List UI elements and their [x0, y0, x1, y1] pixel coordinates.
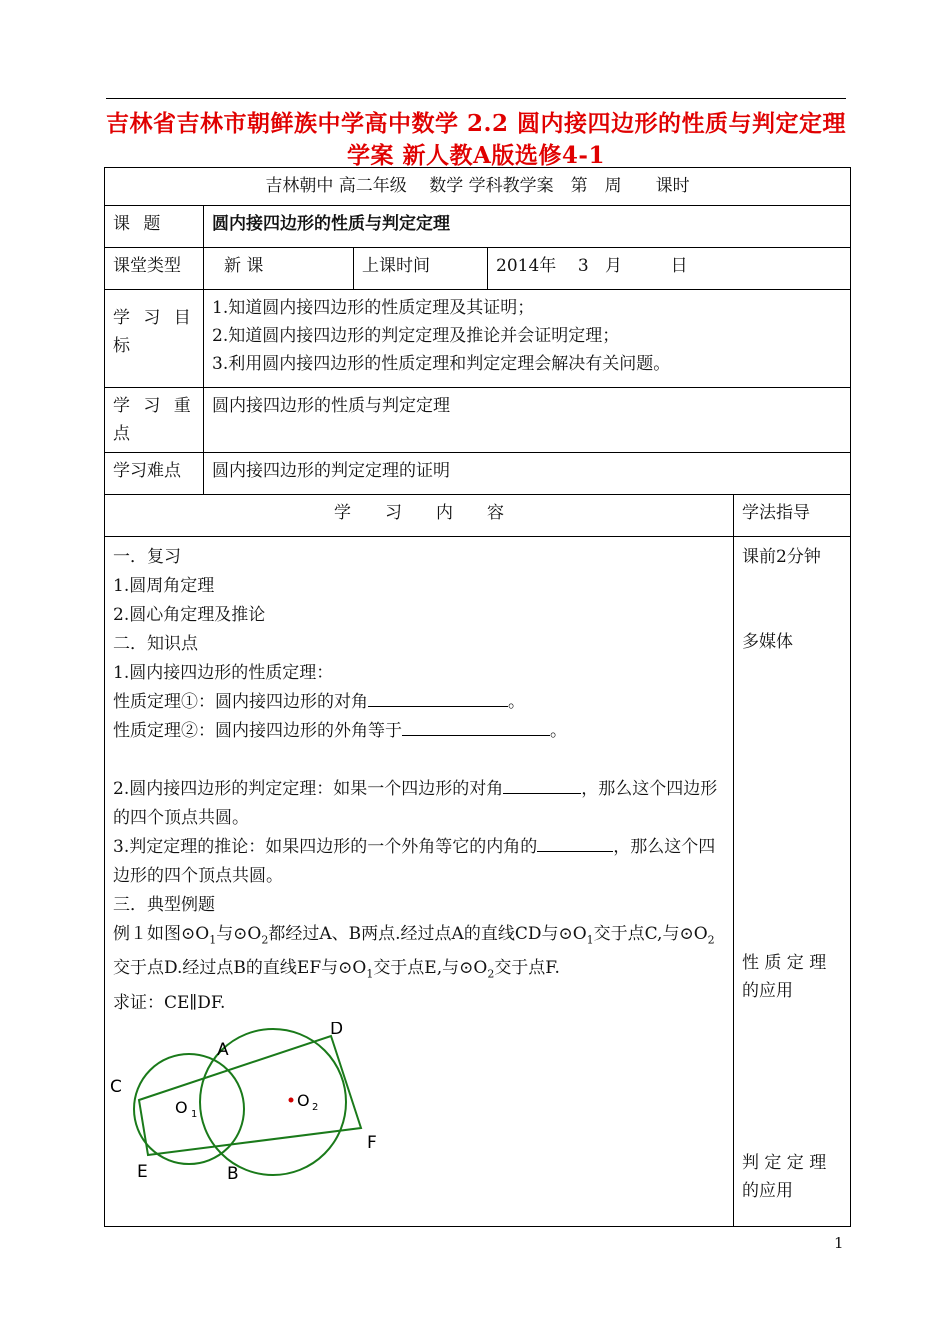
content-line: 1.圆内接四边形的性质定理：	[113, 663, 334, 683]
difficulty-label: 学习难点	[105, 453, 204, 495]
point-label-e: E	[137, 1161, 148, 1182]
page-number: 1	[834, 1234, 844, 1252]
content-line: 2.圆心角定理及推论	[113, 605, 266, 625]
property-2: 性质定理②：圆内接四边形的外角等于 。	[113, 717, 725, 746]
document-title: 吉林省吉林市朝鲜族中学高中数学 2.2 圆内接四边形的性质与判定定理学案 新人教A版选修4-1	[105, 110, 847, 169]
center-o2-dot	[289, 1097, 294, 1102]
point-label-a: A	[217, 1039, 229, 1060]
guide-note: 课前2分钟	[742, 547, 821, 567]
goal-item: 1.知道圆内接四边形的性质定理及其证明；	[212, 298, 535, 318]
point-label-c: C	[110, 1076, 122, 1097]
property-1: 性质定理①：圆内接四边形的对角 。	[113, 688, 725, 717]
content-header: 学 习 内 容	[105, 495, 734, 537]
goals-list	[204, 290, 851, 388]
center-label-o1-sub: 1	[191, 1108, 198, 1120]
header-row: 吉林朝中 高二年级 数学 学科教学案 第 周 课时	[105, 168, 851, 206]
example-1: 例１如图$⊙O_1$与$⊙O_2$都经过A、B两点.经过点A的直线CD与$⊙O_1$交于点C,与$⊙O_2$交于点D.经过点B的直线EF与$⊙O_1$交于点E,与$⊙O_2$交于点F.	[113, 924, 715, 981]
class-type-label: 课堂类型	[105, 248, 204, 290]
answer-blank	[368, 688, 508, 707]
goal-item: 2.知道圆内接四边形的判定定理及推论并会证明定理；	[212, 326, 620, 346]
section-heading: 三．典型例题	[113, 895, 215, 915]
section-heading: 一．复习	[113, 547, 181, 567]
guide-note: 性 质 定 理的应用	[742, 953, 827, 1001]
time-label: 上课时间	[354, 248, 488, 290]
guide-note: 多媒体	[742, 632, 793, 652]
content-cell	[105, 537, 734, 1227]
answer-blank	[503, 775, 581, 794]
example-1-prove: 求证：CE∥DF.	[113, 992, 226, 1013]
answer-blank	[402, 717, 550, 736]
judgement-theorem: 2.圆内接四边形的判定定理：如果一个四边形的对角 ，那么这个四边形的四个顶点共圆。	[113, 775, 725, 833]
section-heading: 二．知识点	[113, 634, 198, 654]
center-label-o2: O	[297, 1090, 310, 1110]
point-label-b: B	[227, 1163, 239, 1184]
guide-cell	[734, 537, 851, 1227]
guide-note: 判 定 定 理的应用	[742, 1153, 827, 1201]
goal-item: 3.利用圆内接四边形的性质定理和判定定理会解决有关问题。	[212, 354, 671, 374]
top-rule	[106, 98, 846, 99]
key-point-label: 学 习 重点	[105, 388, 204, 453]
point-label-d: D	[330, 1021, 344, 1039]
corollary: 3.判定定理的推论：如果四边形的一个外角等它的内角的 ，那么这个四边形的四个顶点共圆。	[113, 833, 725, 891]
topic-value: 圆内接四边形的性质与判定定理	[204, 206, 851, 248]
difficulty-value: 圆内接四边形的判定定理的证明	[204, 453, 851, 495]
point-label-f: F	[367, 1132, 377, 1153]
guide-header: 学法指导	[734, 495, 851, 537]
key-point-value: 圆内接四边形的性质与判定定理	[204, 388, 851, 453]
answer-blank	[537, 833, 613, 852]
topic-label: 课 题	[105, 206, 204, 248]
time-value: 2014年 3 月 日	[488, 248, 851, 290]
two-circles-figure	[105, 1022, 405, 1192]
center-label-o2-sub: 2	[312, 1101, 319, 1113]
center-label-o1: O	[175, 1097, 188, 1117]
lesson-plan-table	[104, 167, 851, 1227]
goals-label: 学 习 目标	[105, 290, 204, 388]
class-type-value: 新 课	[204, 248, 354, 290]
content-line: 1.圆周角定理	[113, 576, 215, 596]
